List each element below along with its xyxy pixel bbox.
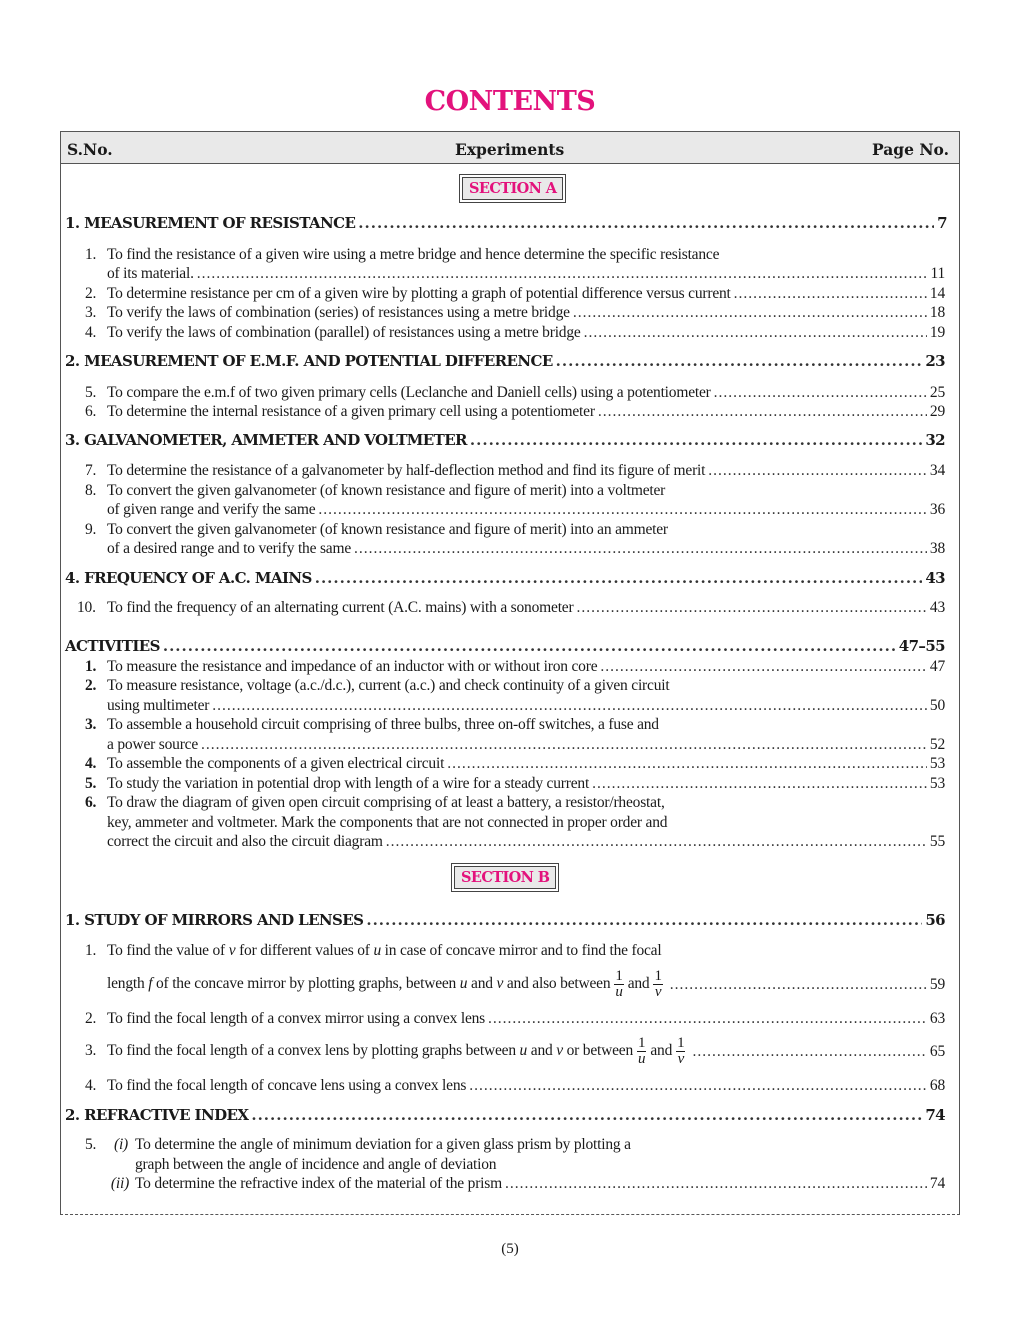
group-mirrors-and-lenses[interactable]: 1. STUDY OF MIRRORS AND LENSES ..... 56: [65, 911, 945, 929]
list-item[interactable]: of a desired range and to verify the same ..... 38: [107, 540, 945, 558]
header-page: Page No.: [871, 140, 949, 159]
list-item: 1. To find the resistance of a given wire using a metre bridge and hence determine the specific resistance: [85, 246, 720, 263]
page-number: (5): [501, 1241, 519, 1257]
list-item[interactable]: 4. To find the focal length of concave lens using a convex lens ..... 68: [85, 1077, 945, 1095]
fraction-1-over-v: $\frac{1}{v}$: [654, 968, 662, 1000]
list-item: 9. To convert the given galvanometer (of known resistance and figure of merit) into an ammeter: [85, 521, 668, 538]
fraction-1-over-v: $\frac{1}{v}$: [677, 1035, 685, 1067]
contents-table: [60, 131, 960, 1215]
page-title: CONTENTS: [424, 86, 596, 117]
list-item[interactable]: 10. To find the frequency of an alternating current (A.C. mains) with a sonometer ..... 43: [77, 599, 945, 617]
list-item: 8. To convert the given galvanometer (of known resistance and figure of merit) into a voltmeter: [85, 482, 666, 499]
group-refractive-index[interactable]: 2. REFRACTIVE INDEX ..... 74: [65, 1106, 945, 1124]
list-item[interactable]: correct the circuit and also the circuit diagram ..... 55: [107, 833, 945, 851]
list-item: 2. To measure resistance, voltage (a.c./d.c.), current (a.c.) and check continuity of a given circuit: [85, 677, 670, 694]
list-item[interactable]: a power source ..... 52: [107, 736, 945, 754]
list-item[interactable]: 6. To determine the internal resistance of a given primary cell using a potentiometer ..... 29: [85, 403, 945, 421]
list-item[interactable]: 7. To determine the resistance of a galvanometer by half-deflection method and find its figure of merit ..... 34: [85, 462, 945, 480]
list-item[interactable]: 1. To measure the resistance and impedance of an inductor with or without iron core ..... 47: [85, 658, 945, 676]
list-item: 3. To assemble a household circuit comprising of three bulbs, three on-off switches, a fuse and: [85, 716, 659, 733]
fraction-1-over-u: $\frac{1}{u}$: [638, 1035, 646, 1067]
list-item[interactable]: 3. To find the focal length of a convex lens by plotting graphs between u and v or between $\frac{1}{u}$ and $\frac{1}{v}$ ..... 65: [85, 1036, 945, 1067]
list-item: graph between the angle of incidence and angle of deviation: [135, 1156, 497, 1173]
list-item: 5. (i) To determine the angle of minimum deviation for a given glass prism by plotting a: [85, 1136, 631, 1153]
fraction-1-over-u: $\frac{1}{u}$: [615, 968, 623, 1000]
list-item[interactable]: 2. To determine resistance per cm of a given wire by plotting a graph of potential difference versus current ..... 14: [85, 285, 945, 303]
section-a-badge: SECTION A: [459, 174, 566, 203]
list-item[interactable]: 4. To verify the laws of combination (parallel) of resistances using a metre bridge ..... 19: [85, 324, 945, 342]
header-experiments: Experiments: [455, 140, 565, 159]
list-item: 6. To draw the diagram of given open circuit comprising of at least a battery, a resistor/rheostat,: [85, 794, 665, 811]
list-item[interactable]: 4. To assemble the components of a given electrical circuit ..... 53: [85, 755, 945, 773]
list-item: key, ammeter and voltmeter. Mark the components that are not connected in proper order and: [107, 814, 668, 831]
group-measurement-of-resistance[interactable]: 1. MEASUREMENT OF RESISTANCE ..... 7: [65, 214, 947, 232]
list-item[interactable]: of given range and verify the same ..... 36: [107, 501, 945, 519]
list-item[interactable]: length f of the concave mirror by plotting graphs, between u and v and also between $\frac{1}{u}$ and $\frac{1}{v}$ ..... 59: [107, 969, 945, 1000]
list-item[interactable]: 2. To find the focal length of a convex mirror using a convex lens ..... 63: [85, 1010, 945, 1028]
list-item[interactable]: of its material. ..... 11: [107, 265, 945, 283]
section-b-badge: SECTION B: [451, 863, 559, 892]
group-activities[interactable]: ACTIVITIES ..... 47–55: [65, 637, 945, 655]
header-sno: S.No.: [67, 140, 113, 159]
list-item[interactable]: 5. To study the variation in potential drop with length of a wire for a steady current ..... 53: [85, 775, 945, 793]
list-item[interactable]: (ii) To determine the refractive index of the material of the prism ..... 74: [105, 1175, 945, 1193]
list-item: 1. To find the value of v for different values of u in case of concave mirror and to find the focal: [85, 942, 662, 959]
list-item[interactable]: using multimeter ..... 50: [107, 697, 945, 715]
list-item[interactable]: 3. To verify the laws of combination (series) of resistances using a metre bridge ..... 18: [85, 304, 945, 322]
table-header: [61, 132, 959, 164]
group-frequency-ac-mains[interactable]: 4. FREQUENCY OF A.C. MAINS ..... 43: [65, 569, 945, 587]
list-item[interactable]: 5. To compare the e.m.f of two given primary cells (Leclanche and Daniell cells) using a potentiometer ..... 25: [85, 384, 945, 402]
group-measurement-of-emf[interactable]: 2. MEASUREMENT OF E.M.F. AND POTENTIAL DIFFERENCE ..... 23: [65, 352, 945, 370]
group-galvanometer[interactable]: 3. GALVANOMETER, AMMETER AND VOLTMETER ..... 32: [65, 431, 945, 449]
